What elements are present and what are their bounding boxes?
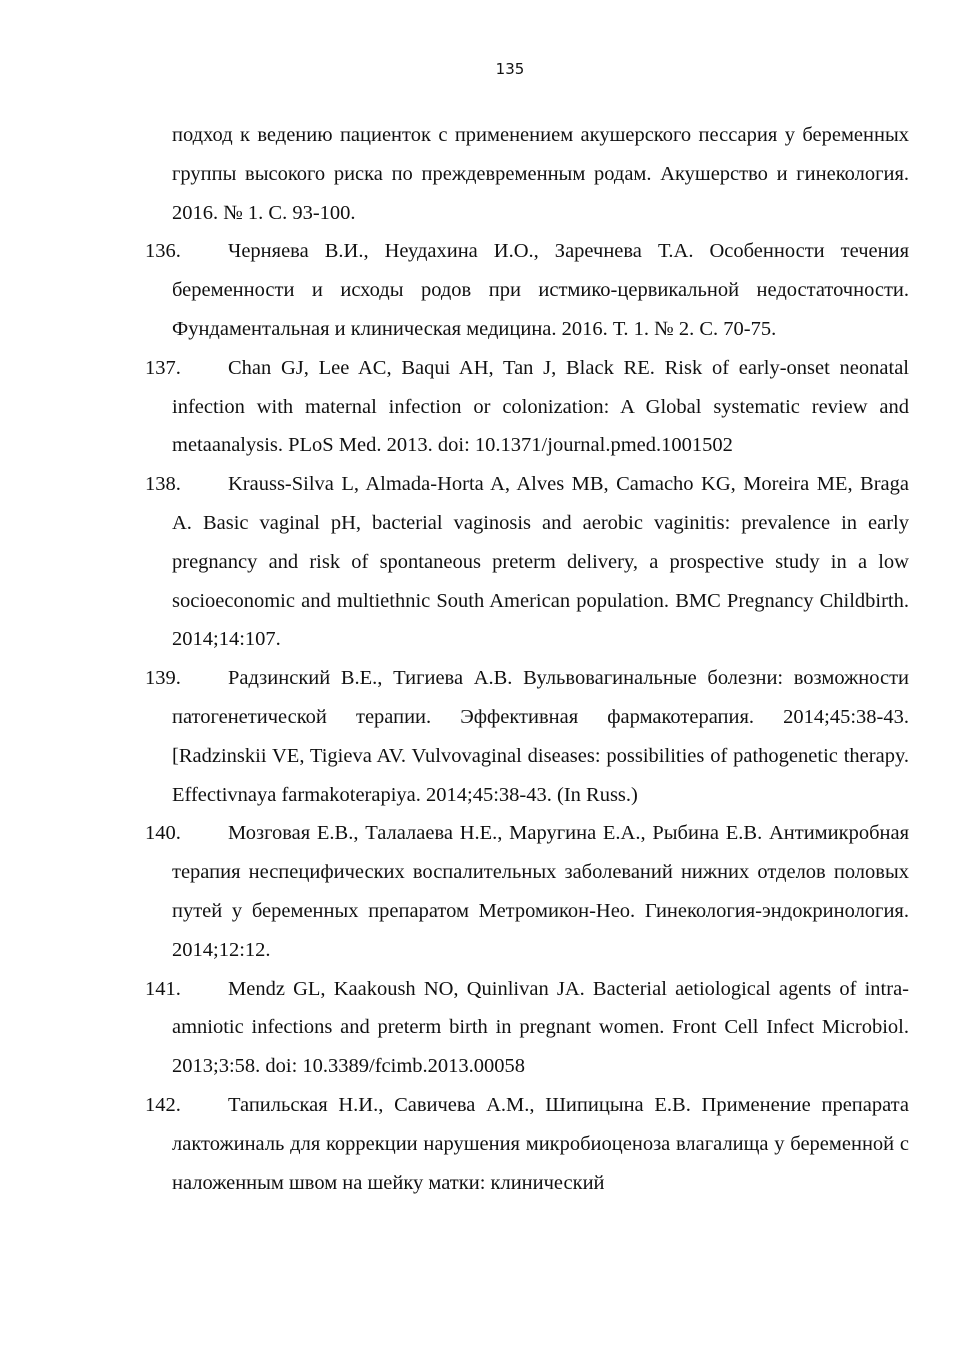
reference-text: Тапильская Н.И., Савичева А.М., Шипицына Е.В. Применение препарата лактожиналь для коррекции нарушения микробиоценоза влагалища у беременной с наложенным швом на шейку матки: клинический bbox=[172, 1093, 909, 1194]
reference-item bbox=[145, 232, 909, 348]
reference-text: Радзинский В.Е., Тигиева А.В. Вульвовагинальные болезни: возможности патогенетической терапии. Эффективная фармакотерапия. 2014;45:38-43. [Radzinskii VE, Tigieva AV. Vulvovaginal diseases: possibilities of pathogenetic therapy. Effectivnaya farmakoterapiya. 2014;45:38-43. (In Russ.) bbox=[172, 667, 909, 806]
reference-number: 136. bbox=[145, 240, 181, 263]
reference-item bbox=[145, 659, 909, 814]
reference-text: Mendz GL, Kaakoush NO, Quinlivan JA. Bacterial aetiological agents of intra-amniotic infections and preterm birth in pregnant women. Front Cell Infect Microbiol. 2013;3:58. doi: 10.3389/fcimb.2013.00058 bbox=[172, 977, 909, 1078]
reference-list bbox=[145, 116, 909, 1202]
reference-text: Krauss-Silva L, Almada-Horta A, Alves MB, Camacho KG, Moreira ME, Braga A. Basic vaginal pH, bacterial vaginosis and aerobic vaginitis: prevalence in early pregnancy and risk of spontaneous preterm delivery, a prospective study in a low socioeconomic and multiethnic South American population. BMC Pregnancy Childbirth. 2014;14:107. bbox=[172, 473, 909, 651]
reference-number: 137. bbox=[145, 356, 181, 379]
reference-item bbox=[145, 465, 909, 659]
reference-text: Черняева В.И., Неудахина И.О., Заречнева Т.А. Особенности течения беременности и исходы родов при истмико-цервикальной недостаточности. Фундаментальная и клиническая медицина. 2016. Т. 1. № 2. С. 70-75. bbox=[172, 240, 909, 340]
page-number: 135 bbox=[495, 60, 525, 78]
reference-text: Мозговая Е.В., Талалаева Н.Е., Маругина Е.А., Рыбина Е.В. Антимикробная терапия неспецифических воспалительных заболеваний нижних отделов половых путей у беременных препаратом Метромикон-Нео. Гинекология-эндокринология. 2014;12:12. bbox=[172, 822, 909, 961]
reference-text: Chan GJ, Lee AC, Baqui AH, Tan J, Black RE. Risk of early-onset neonatal infection with maternal infection or colonization: A Global systematic review and metaanalysis. PLoS Med. 2013. doi: 10.1371/journal.pmed.1001502 bbox=[172, 356, 909, 457]
reference-item bbox=[145, 349, 909, 465]
reference-item bbox=[145, 970, 909, 1086]
reference-item bbox=[145, 116, 909, 232]
reference-number: 138. bbox=[145, 473, 181, 496]
reference-number: 141. bbox=[145, 977, 181, 1000]
reference-number: 140. bbox=[145, 822, 181, 845]
reference-item bbox=[145, 1086, 909, 1202]
reference-number: 142. bbox=[145, 1093, 181, 1116]
reference-number: 139. bbox=[145, 667, 181, 690]
reference-item bbox=[145, 814, 909, 969]
reference-text: подход к ведению пациенток с применением акушерского пессария у беременных группы высокого риска по преждевременным родам. Акушерство и гинекология. 2016. № 1. С. 93-100. bbox=[172, 124, 909, 224]
